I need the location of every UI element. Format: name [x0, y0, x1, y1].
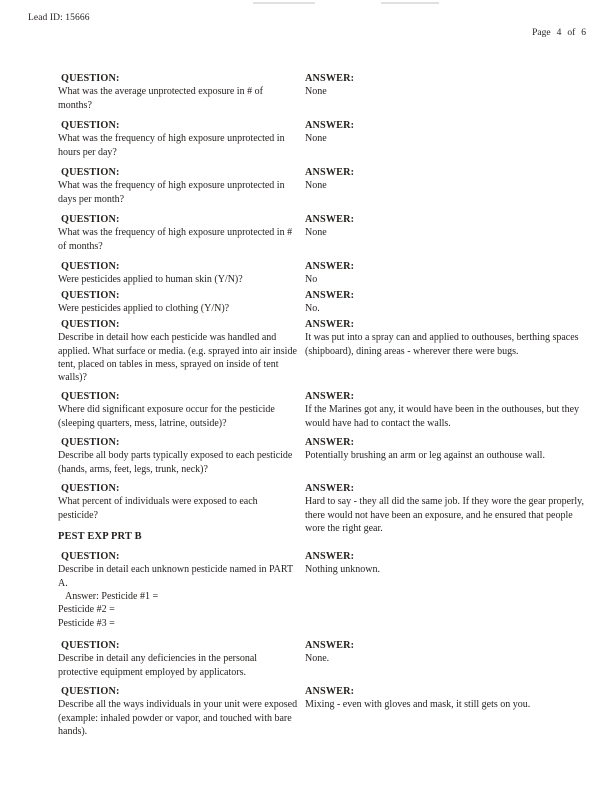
answer-text: Mixing - even with gloves and mask, it still gets on you. — [305, 699, 531, 711]
question-text: Describe in detail any deficiencies in the personal protective equipment employed by applicators. — [58, 653, 258, 678]
page-number-of: of — [567, 28, 576, 38]
question-block — [58, 685, 298, 738]
question-text: What was the average unprotected exposure in # of months? — [58, 86, 263, 111]
question-label: QUESTION: — [61, 214, 120, 225]
question-text: What was the frequency of high exposure unprotected in days per month? — [58, 180, 285, 205]
question-label: QUESTION: — [61, 483, 120, 494]
question-block — [58, 390, 298, 430]
page-number-current: 4 — [556, 28, 562, 38]
answer-text: If the Marines got any, it would have been in the outhouses, but they would have had to contact the walls. — [305, 404, 580, 429]
answer-label: ANSWER: — [305, 437, 355, 448]
answer-label: ANSWER: — [305, 551, 355, 562]
page-header — [0, 13, 612, 47]
answer-label: ANSWER: — [305, 120, 355, 131]
question-text: Describe in detail each unknown pesticide named in PART A. — [58, 564, 293, 589]
answer-block — [305, 436, 585, 463]
answer-text: Hard to say - they all did the same job. If they wore the gear properly, there would not have been an exposure, and he ensured that people wore the right gear. — [305, 496, 584, 535]
question-block — [58, 318, 298, 385]
page-number — [529, 28, 589, 38]
question-block — [58, 72, 298, 112]
question-block — [58, 166, 298, 206]
answer-block — [305, 639, 585, 666]
answer-label: ANSWER: — [305, 73, 355, 84]
answer-block — [305, 685, 585, 712]
question-text: Describe in detail how each pesticide was handled and applied. What surface or media. (e.g. sprayed into air inside tent, placed on tables in mess, sprayed on inside of tent walls)? — [58, 332, 297, 384]
question-label: QUESTION: — [61, 319, 120, 330]
question-label: QUESTION: — [61, 551, 120, 562]
answer-block — [305, 213, 585, 240]
question-label: QUESTION: — [61, 167, 120, 178]
answer-label: ANSWER: — [305, 391, 355, 402]
section-heading: PEST EXP PRT B — [58, 531, 142, 542]
answer-block — [305, 318, 585, 358]
question-label: QUESTION: — [61, 686, 120, 697]
question-block — [58, 289, 298, 316]
question-text: Describe all body parts typically exposed to each pesticide (hands, arms, feet, legs, trunk, neck)? — [58, 450, 293, 475]
question-sub-line: Answer: Pesticide #1 = — [65, 591, 159, 603]
question-label: QUESTION: — [61, 437, 120, 448]
answer-text: No — [305, 274, 318, 286]
page-number-label: Page — [532, 28, 551, 38]
question-block — [58, 550, 298, 630]
answer-block — [305, 550, 585, 577]
answer-text: None — [305, 86, 327, 98]
question-text: What was the frequency of high exposure unprotected in # of months? — [58, 227, 293, 252]
question-block — [58, 260, 298, 287]
question-text: What percent of individuals were exposed to each pesticide? — [58, 496, 258, 521]
answer-text: No. — [305, 303, 320, 315]
question-label: QUESTION: — [61, 261, 120, 272]
answer-text: None. — [305, 653, 330, 665]
answer-block — [305, 72, 585, 99]
answer-block — [305, 260, 585, 287]
answer-label: ANSWER: — [305, 640, 355, 651]
answer-text: Nothing unknown. — [305, 564, 380, 576]
question-block — [58, 213, 298, 253]
answer-label: ANSWER: — [305, 214, 355, 225]
answer-block — [305, 482, 585, 535]
question-block — [58, 436, 298, 476]
question-label: QUESTION: — [61, 120, 120, 131]
question-sub-line: Pesticide #3 = — [58, 617, 115, 629]
answer-label: ANSWER: — [305, 290, 355, 301]
question-block — [58, 482, 298, 522]
question-block — [58, 639, 298, 679]
question-text: Where did significant exposure occur for the pesticide (sleeping quarters, mess, latrine, outside)? — [58, 404, 275, 429]
question-label: QUESTION: — [61, 290, 120, 301]
question-label: QUESTION: — [61, 640, 120, 651]
answer-text: None — [305, 227, 327, 239]
question-block — [58, 119, 298, 159]
question-text: Describe all the ways individuals in your unit were exposed (example: inhaled powder or vapor, and touched with bare hands). — [58, 699, 298, 738]
answer-text: None — [305, 180, 327, 192]
answer-text: None — [305, 133, 327, 145]
question-label: QUESTION: — [61, 391, 120, 402]
answer-label: ANSWER: — [305, 686, 355, 697]
answer-label: ANSWER: — [305, 261, 355, 272]
scan-artifact-mark — [381, 2, 439, 4]
question-sub-line: Pesticide #2 = — [58, 604, 115, 616]
answer-block — [305, 166, 585, 193]
scan-artifact-mark — [253, 2, 315, 4]
answer-block — [305, 119, 585, 146]
lead-id: Lead ID: 15666 — [28, 13, 90, 23]
answer-label: ANSWER: — [305, 167, 355, 178]
page-number-total: 6 — [581, 28, 586, 38]
answer-block — [305, 289, 585, 316]
answer-label: ANSWER: — [305, 319, 355, 330]
answer-text: It was put into a spray can and applied to outhouses, berthing spaces (shipboard), dining areas - wherever there were bugs. — [305, 332, 579, 357]
answer-block — [305, 390, 585, 430]
answer-text: Potentially brushing an arm or leg against an outhouse wall. — [305, 450, 545, 462]
question-label: QUESTION: — [61, 73, 120, 84]
question-text: Were pesticides applied to human skin (Y/N)? — [58, 274, 243, 286]
question-text: What was the frequency of high exposure unprotected in hours per day? — [58, 133, 285, 158]
question-text: Were pesticides applied to clothing (Y/N)? — [58, 303, 230, 315]
answer-label: ANSWER: — [305, 483, 355, 494]
